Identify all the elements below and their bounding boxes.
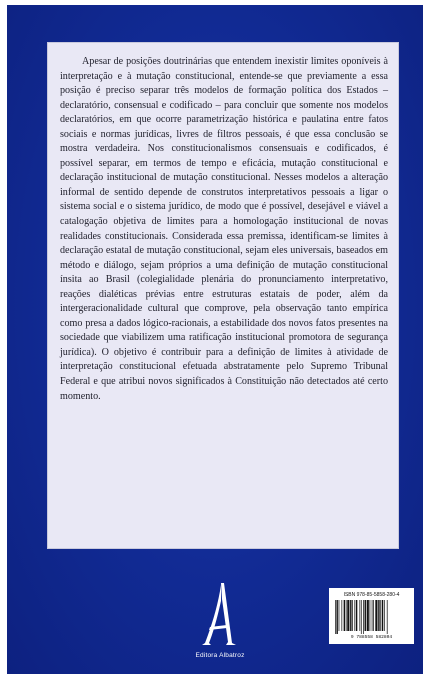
back-cover <box>7 5 423 674</box>
barcode <box>329 588 414 644</box>
synopsis-text: Apesar de posições doutrinárias que entendem inexistir limites oponíveis à interpretação e à mutação constitucional, entende-se que previamente a essa posição é preciso separar três modelos de formação política dos Estados – declaratório, consensual e codificado – para concluir que somente nos modelos declaratórios, em que ocorre parametrização histórica e paulatina entre fatos sociais e normas jurídicas, livres de filtros pessoais, é que essa conclusão se mostra verdadeira. Nos constitucionalismos consensuais e codificados, é possível separar, em termos de tempo e eficácia, mutação constitucional e declaração institucional de mutação constitucional. Nesses modelos a alteração informal de sentido depende de construtos interpretativos pessoais a ligar o sistema social e o sistema jurídico, de modo que é possível, desejável e viável a catalogação objetiva de limites para a homologação institucional de novas realidades constitucionais. Considerada essa premissa, identificam-se limites à declaração estatal de mutação constitucional, sejam eles universais, baseados em método e diálogo, sejam próprios a uma definição de mutação constitucional ínsita ao Brasil (colegialidade plenária do pronunciamento interpretativo, reações dialéticas prévias entre estruturas estatais de poder, além da intergeracionalidade cultural que comprove, pela observação tanto empírica como presa a dados lógico-racionais, a estabilidade dos novos fatos presentes na sociedade que viabilizem uma ratificação institucional promotora de segurança jurídica). O objetivo é contribuir para a definição de limites à atividade de interpretação constitucional efetuada abstratamente pelo Supremo Tribunal Federal e que atribui novos significados à Constituição não detectados até certo momento. <box>60 56 388 402</box>
publisher-name: Editora Albatroz <box>195 652 245 659</box>
synopsis-panel <box>47 42 399 549</box>
barcode-bars <box>335 600 408 634</box>
letter-a-quill-logo-icon <box>200 581 240 651</box>
barcode-digits: 9 788558 582804 <box>350 635 393 640</box>
publisher-logo <box>190 581 250 665</box>
isbn-label: ISBN 978-85-5858-280-4 <box>343 592 400 598</box>
